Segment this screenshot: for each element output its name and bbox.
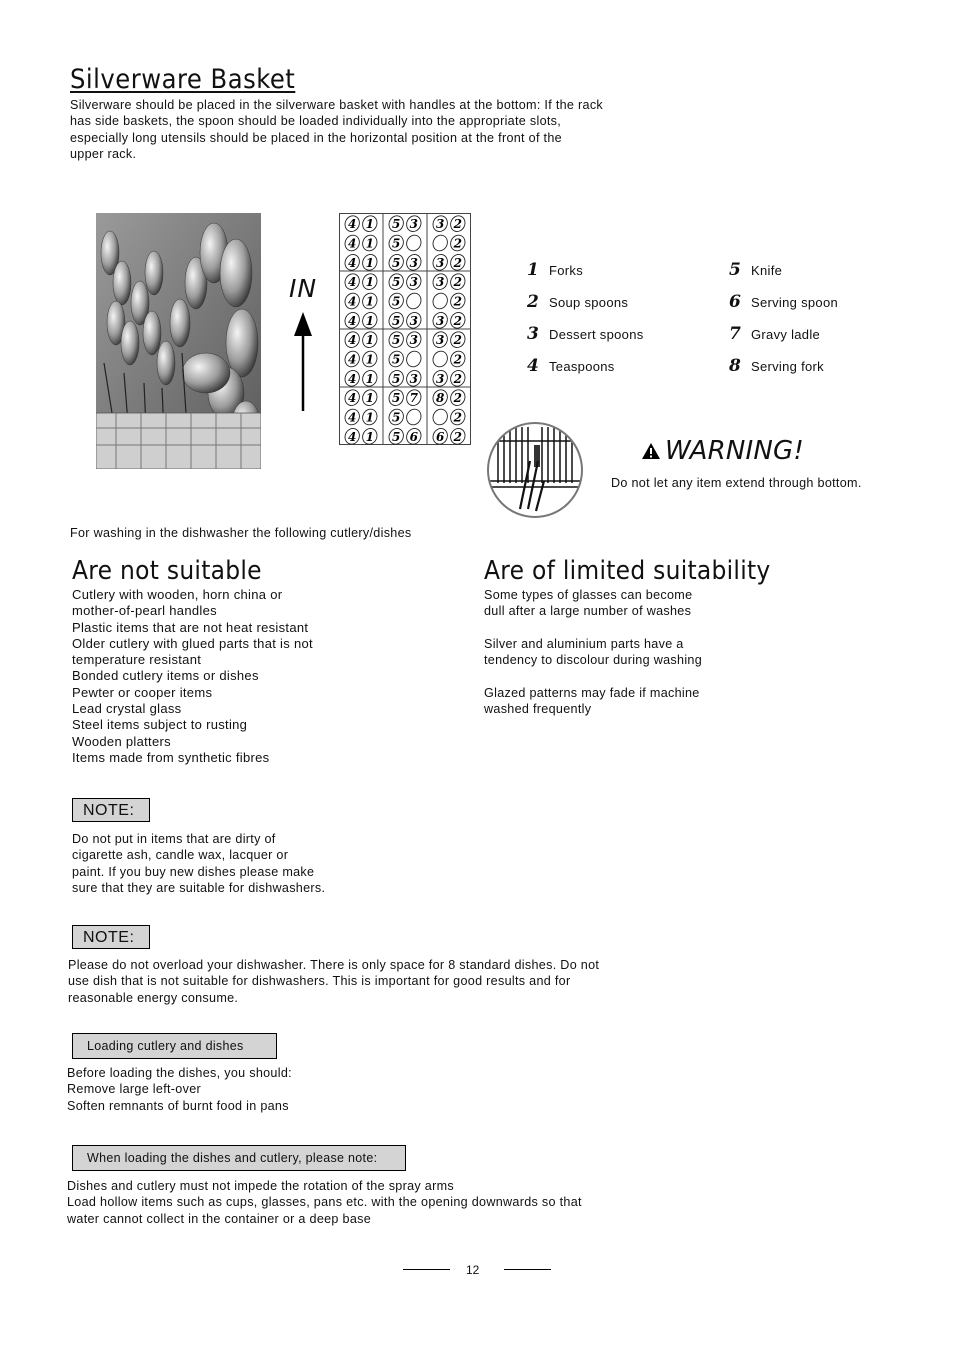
not-suitable-item: temperature resistant bbox=[72, 652, 202, 668]
not-suitable-heading: Are not suitable bbox=[72, 556, 262, 586]
grid-slot-number: 2 bbox=[453, 352, 462, 367]
grid-slot-number: 5 bbox=[392, 294, 401, 309]
grid-slot-number: 3 bbox=[409, 313, 418, 328]
note-label-1: NOTE: bbox=[72, 798, 150, 822]
loading-grid-svg bbox=[339, 213, 471, 445]
legend-number: 4 bbox=[527, 356, 540, 376]
grid-slot-number: 2 bbox=[453, 294, 462, 309]
grid-slot-number: 2 bbox=[453, 333, 462, 348]
legend-number: 7 bbox=[729, 324, 742, 344]
grid-slot-number: 2 bbox=[453, 275, 462, 290]
grid-slot-number: 4 bbox=[348, 294, 357, 309]
warning-text: Do not let any item extend through bottom. bbox=[611, 476, 862, 490]
warning-heading bbox=[641, 436, 804, 466]
legend-label: Dessert spoons bbox=[549, 326, 644, 342]
grid-slot-number: 3 bbox=[409, 333, 418, 348]
not-suitable-item: Pewter or cooper items bbox=[72, 684, 213, 700]
when-loading-text: Dishes and cutlery must not impede the rotation of the spray arms Load hollow items such as cups, glasses, pans etc. with the opening downwards so that water cannot collect in the container or a deep base bbox=[67, 1179, 582, 1226]
not-suitable-item: Items made from synthetic fibres bbox=[72, 749, 270, 765]
limited-text-silver: Silver and aluminium parts have a tendency to discolour during washing bbox=[484, 637, 703, 668]
grid-slot-number: 3 bbox=[436, 371, 445, 386]
grid-slot-number: 5 bbox=[392, 391, 401, 406]
not-suitable-item: Plastic items that are not heat resistant bbox=[72, 619, 309, 635]
legend-label: Serving fork bbox=[751, 358, 824, 374]
note-text-1: Do not put in items that are dirty of cigarette ash, candle wax, lacquer or paint. If you buy new dishes please make sure that they are suitable for dishwashers. bbox=[72, 832, 326, 895]
grid-slot-number: 4 bbox=[348, 217, 357, 232]
not-suitable-item: mother-of-pearl handles bbox=[72, 603, 217, 619]
not-suitable-item: Wooden platters bbox=[72, 733, 171, 749]
loading-text: Before loading the dishes, you should: Remove large left-over Soften remnants of burnt food in pans bbox=[67, 1066, 292, 1113]
grid-slot-number: 4 bbox=[348, 352, 357, 367]
legend-item bbox=[527, 356, 707, 376]
grid-slot-number: 3 bbox=[436, 255, 445, 270]
legend-right bbox=[729, 260, 909, 388]
legend-label: Knife bbox=[751, 262, 783, 278]
not-suitable-item: Bonded cutlery items or dishes bbox=[72, 668, 259, 684]
grid-slot-number: 1 bbox=[365, 236, 374, 251]
page-title: Silverware Basket bbox=[70, 64, 296, 95]
grid-slot-number: 5 bbox=[392, 313, 401, 328]
arrow-up-icon bbox=[292, 312, 314, 412]
grid-slot-number: 5 bbox=[392, 275, 401, 290]
grid-slot-number: 4 bbox=[348, 313, 357, 328]
limited-text-glasses: Some types of glasses can become dull after a large number of washes bbox=[484, 588, 693, 619]
page-number: 12 bbox=[466, 1263, 480, 1277]
legend-label: Serving spoon bbox=[751, 294, 839, 310]
grid-slot-number: 4 bbox=[348, 333, 357, 348]
legend-number: 3 bbox=[527, 324, 540, 344]
grid-slot-number: 5 bbox=[392, 410, 401, 425]
legend-item bbox=[729, 356, 909, 376]
not-suitable-list bbox=[72, 587, 402, 766]
note-label-2: NOTE: bbox=[72, 925, 150, 949]
grid-slot-number: 3 bbox=[436, 217, 445, 232]
grid-slot-number: 5 bbox=[392, 333, 401, 348]
grid-slot-number: 4 bbox=[348, 429, 357, 444]
note-text-2: Please do not overload your dishwasher. There is only space for 8 standard dishes. Do not use dish that is not suitable for dishwashers. This is important for good results and for reasonable energy consume. bbox=[68, 958, 600, 1005]
grid-slot-number: 1 bbox=[365, 352, 374, 367]
grid-slot-number: 2 bbox=[453, 217, 462, 232]
grid-slot-number: 5 bbox=[392, 217, 401, 232]
legend-item bbox=[729, 292, 909, 312]
when-loading-label: When loading the dishes and cutlery, please note: bbox=[72, 1145, 406, 1171]
grid-slot-number: 5 bbox=[392, 352, 401, 367]
grid-slot-number: 8 bbox=[436, 391, 445, 406]
grid-slot-number: 4 bbox=[348, 275, 357, 290]
grid-slot-number: 2 bbox=[453, 429, 462, 444]
grid-slot-number: 1 bbox=[365, 391, 374, 406]
grid-slot-number: 5 bbox=[392, 255, 401, 270]
legend-label: Teaspoons bbox=[549, 358, 615, 374]
limited-heading: Are of limited suitability bbox=[484, 556, 771, 586]
not-suitable-item: Lead crystal glass bbox=[72, 701, 182, 717]
grid-slot-number: 3 bbox=[436, 313, 445, 328]
legend-number: 2 bbox=[527, 292, 540, 312]
grid-slot-number: 6 bbox=[409, 429, 418, 444]
warning-rack-icon bbox=[486, 421, 584, 519]
grid-slot-number: 1 bbox=[365, 275, 374, 290]
grid-slot-number: 1 bbox=[365, 217, 374, 232]
grid-slot-number: 3 bbox=[409, 371, 418, 386]
grid-slot-number: 2 bbox=[453, 236, 462, 251]
not-suitable-item: Cutlery with wooden, horn china or bbox=[72, 587, 283, 602]
washing-intro: For washing in the dishwasher the following cutlery/dishes bbox=[70, 526, 412, 540]
legend-number: 8 bbox=[729, 356, 742, 376]
grid-slot-number: 1 bbox=[365, 313, 374, 328]
grid-slot-number: 3 bbox=[436, 333, 445, 348]
not-suitable-item: Steel items subject to rusting bbox=[72, 717, 248, 733]
grid-slot-number: 1 bbox=[365, 410, 374, 425]
grid-slot-number: 6 bbox=[436, 429, 445, 444]
not-suitable-item: Older cutlery with glued parts that is not bbox=[72, 635, 313, 651]
grid-slot-number: 1 bbox=[365, 333, 374, 348]
legend-label: Forks bbox=[549, 262, 583, 278]
limited-text-glazed: Glazed patterns may fade if machine washed frequently bbox=[484, 686, 700, 717]
grid-slot-number: 2 bbox=[453, 371, 462, 386]
legend-label: Soup spoons bbox=[549, 294, 629, 310]
grid-slot-number: 2 bbox=[453, 255, 462, 270]
legend-item bbox=[729, 324, 909, 344]
grid-slot-number: 1 bbox=[365, 255, 374, 270]
footer-rule-right bbox=[504, 1269, 551, 1270]
legend-left bbox=[527, 260, 707, 388]
legend-number: 1 bbox=[527, 260, 540, 280]
intro-text: Silverware should be placed in the silverware basket with handles at the bottom: If the rack has side baskets, the spoon should be loaded individually into the appropriate slots, especially long utensils should be placed in the horizontal position at the front of the upper rack. bbox=[70, 98, 604, 161]
grid-slot-number: 2 bbox=[453, 313, 462, 328]
grid-slot-number: 2 bbox=[453, 391, 462, 406]
loading-grid bbox=[339, 213, 471, 445]
legend-number: 6 bbox=[729, 292, 742, 312]
grid-slot-number: 3 bbox=[409, 255, 418, 270]
grid-slot-number: 2 bbox=[453, 410, 462, 425]
grid-slot-number: 4 bbox=[348, 236, 357, 251]
grid-slot-number: 7 bbox=[409, 391, 418, 406]
grid-slot-number: 4 bbox=[348, 391, 357, 406]
grid-slot-number: 5 bbox=[392, 371, 401, 386]
legend-number: 5 bbox=[729, 260, 742, 280]
legend-item bbox=[729, 260, 909, 280]
legend-item bbox=[527, 324, 707, 344]
legend-label: Gravy ladle bbox=[751, 326, 821, 342]
warning-triangle-icon bbox=[641, 442, 661, 460]
legend-item bbox=[527, 260, 707, 280]
grid-slot-number: 3 bbox=[409, 275, 418, 290]
grid-slot-number: 4 bbox=[348, 371, 357, 386]
warning-title: WARNING! bbox=[665, 436, 805, 466]
footer-rule-left bbox=[403, 1269, 450, 1270]
basket-photo bbox=[96, 213, 261, 469]
grid-slot-number: 1 bbox=[365, 294, 374, 309]
grid-slot-number: 3 bbox=[436, 275, 445, 290]
grid-slot-number: 1 bbox=[365, 371, 374, 386]
legend-item bbox=[527, 292, 707, 312]
grid-slot-number: 4 bbox=[348, 410, 357, 425]
in-label: IN bbox=[289, 274, 318, 303]
grid-slot-number: 3 bbox=[409, 217, 418, 232]
loading-label: Loading cutlery and dishes bbox=[72, 1033, 277, 1059]
grid-slot-number: 4 bbox=[348, 255, 357, 270]
grid-slot-number: 1 bbox=[365, 429, 374, 444]
grid-slot-number: 5 bbox=[392, 236, 401, 251]
grid-slot-number: 5 bbox=[392, 429, 401, 444]
